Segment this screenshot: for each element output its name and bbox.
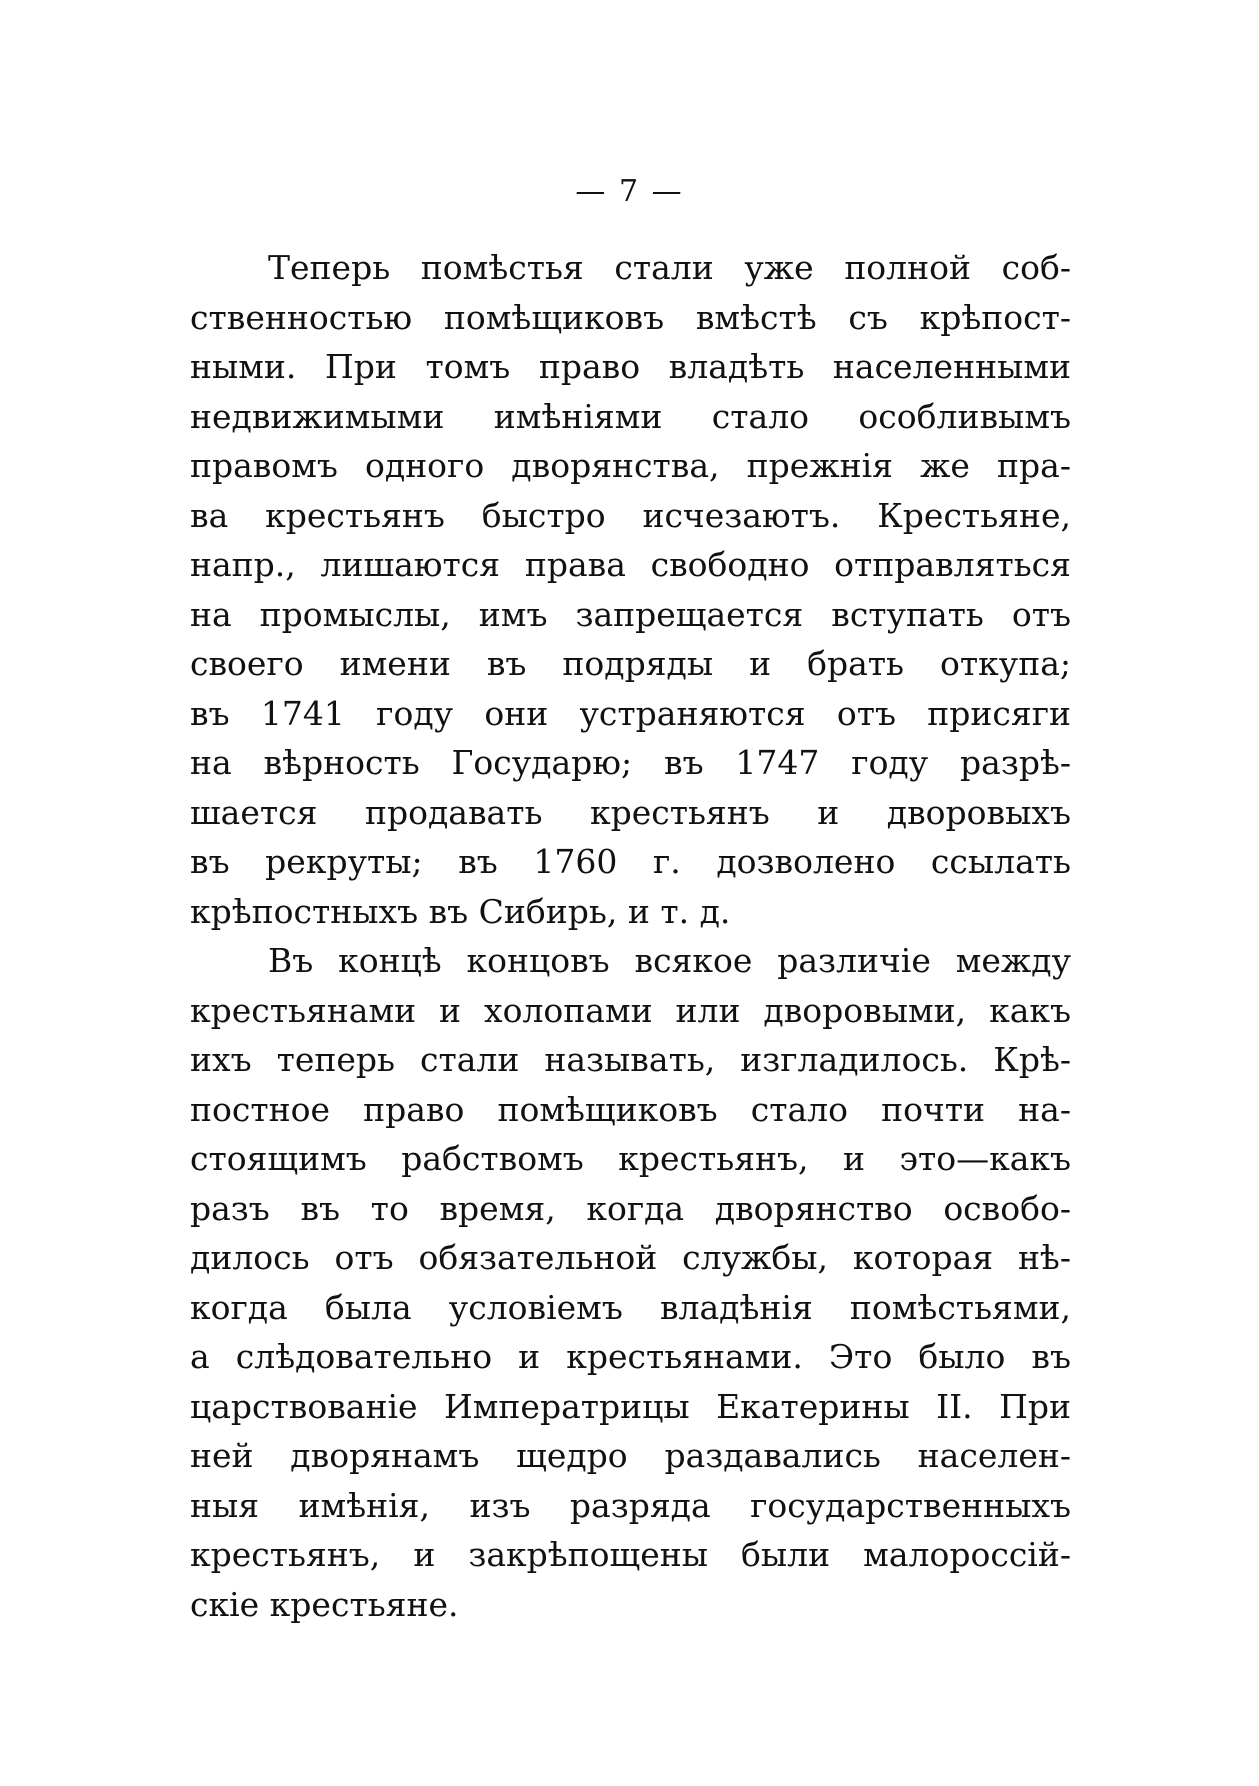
text-line: Теперь помѣстья стали уже полной соб-: [268, 248, 1071, 287]
text-line: ныя имѣнія, изъ разряда государственныхъ: [190, 1485, 1071, 1525]
body-text: [190, 243, 1071, 1629]
text-line: недвижимыми имѣніями стало особливымъ: [190, 396, 1071, 436]
text-line: ихъ теперь стали называть, изгладилось. Крѣ-: [190, 1040, 1071, 1079]
text-line: шается продавать крестьянъ и дворовыхъ: [190, 792, 1071, 832]
text-line: Въ концѣ концовъ всякое различіе между: [268, 941, 1071, 980]
paragraph: [190, 936, 1071, 1629]
text-line: крестьянами и холопами или дворовыми, какъ: [190, 990, 1071, 1030]
text-line: на промыслы, имъ запрещается вступать отъ: [190, 594, 1071, 634]
text-line: дилось отъ обязательной службы, которая нѣ-: [190, 1238, 1071, 1277]
text-line: крѣпостныхъ въ Сибирь, и т. д.: [190, 891, 731, 931]
text-line: скіе крестьяне.: [190, 1584, 459, 1624]
text-line: когда была условіемъ владѣнія помѣстьями,: [190, 1287, 1071, 1327]
page-number: — 7 —: [575, 174, 684, 209]
text-line: своего имени въ подряды и брать откупа;: [190, 644, 1071, 683]
text-line: правомъ одного дворянства, прежнія же пра-: [190, 446, 1071, 485]
text-line: царствованіе Императрицы Екатерины II. При: [190, 1386, 1071, 1426]
text-line: на вѣрность Государю; въ 1747 году разрѣ-: [190, 743, 1071, 782]
text-line: въ 1741 году они устраняются отъ присяги: [190, 693, 1071, 733]
text-line: а слѣдовательно и крестьянами. Это было въ: [190, 1337, 1071, 1376]
paragraph: [190, 243, 1071, 936]
text-line: разъ въ то время, когда дворянство освобо-: [190, 1188, 1071, 1228]
text-line: ней дворянамъ щедро раздавались населен-: [190, 1436, 1071, 1475]
text-line: ственностью помѣщиковъ вмѣстѣ съ крѣпост-: [190, 297, 1071, 337]
text-line: постное право помѣщиковъ стало почти на-: [190, 1089, 1071, 1129]
text-line: крестьянъ, и закрѣпощены были малороссій-: [190, 1535, 1071, 1574]
text-line: стоящимъ рабствомъ крестьянъ, и это—какъ: [190, 1139, 1071, 1178]
text-line: ными. При томъ право владѣть населенными: [190, 347, 1071, 386]
text-line: напр., лишаются права свободно отправляться: [190, 545, 1071, 584]
text-line: ва крестьянъ быстро исчезаютъ. Крестьяне,: [190, 495, 1071, 535]
text-line: въ рекруты; въ 1760 г. дозволено ссылать: [190, 842, 1071, 881]
